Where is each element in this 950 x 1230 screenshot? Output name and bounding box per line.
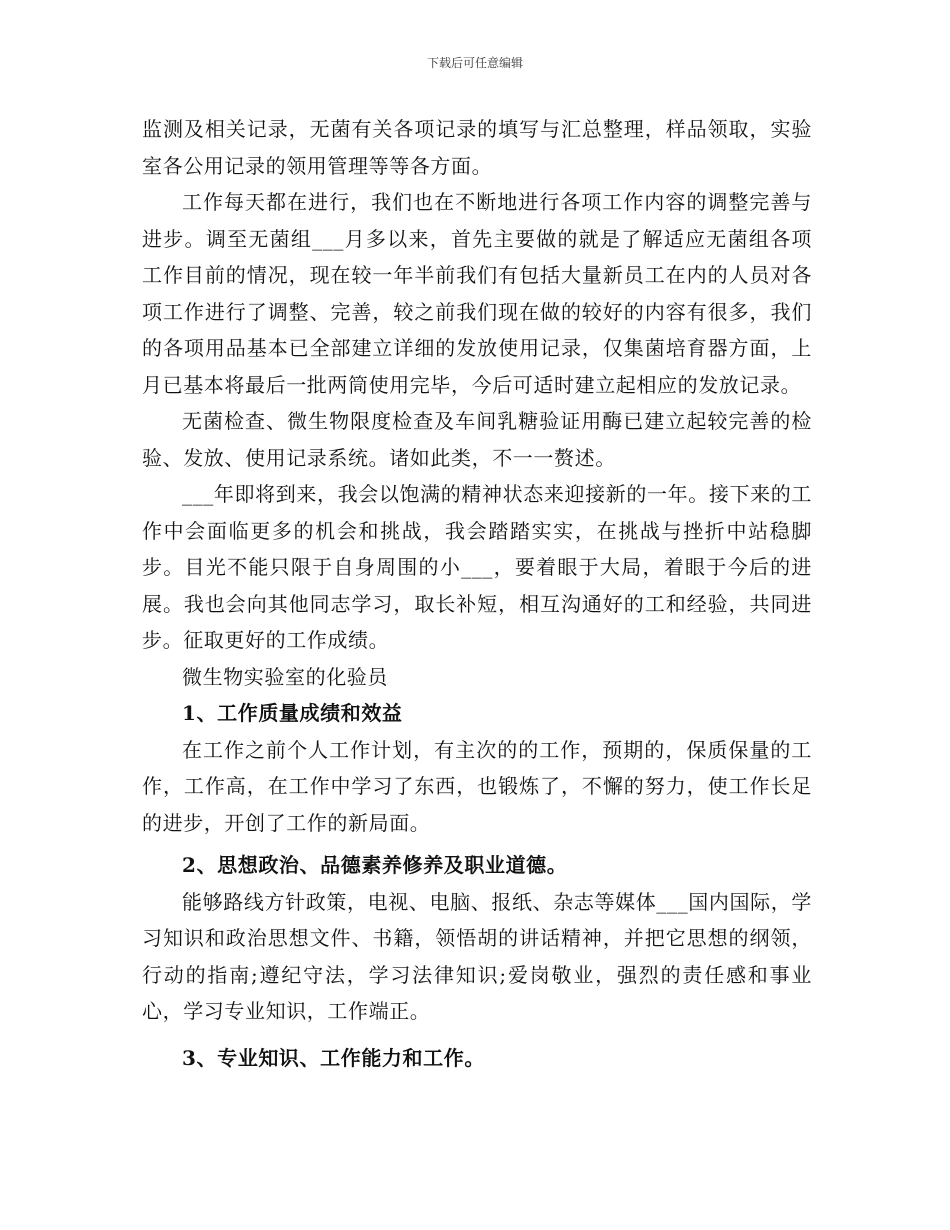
- paragraph-new-year: ___年即将到来，我会以饱满的精神状态来迎接新的一年。接下来的工作中会面临更多的机会和挑战，我会踏踏实实，在挑战与挫折中站稳脚步。目光不能只限于自身周围的小___，要着眼于大局，着眼于今后的进展。我也会向其他同志学习，取长补短，相互沟通好的工和经验，共同进步。征取更好的工作成绩。: [142, 482, 812, 652]
- section-title: 微生物实验室的化验员: [182, 664, 388, 689]
- paragraph-records-system: 无菌检查、微生物限度检查及车间乳糖验证用酶已建立起较完善的检验、发放、使用记录系统。诸如此类，不一一赘述。: [142, 409, 812, 470]
- paragraph-ideology-ethics: 能够路线方针政策，电视、电脑、报纸、杂志等媒体___国内国际，学习知识和政治思想文件、书籍，领悟胡的讲话精神，并把它思想的纲领，行动的指南;遵纪守法，学习法律知识;爱岗敬业，强烈的责任感和事业心，学习专业知识，工作端正。: [142, 889, 812, 1023]
- heading-work-quality: 1、工作质量成绩和效益: [182, 701, 403, 725]
- paragraph-continued: 监测及相关记录，无菌有关各项记录的填写与汇总整理，样品领取，实验室各公用记录的领用管理等等各方面。: [142, 117, 812, 178]
- page-header: 下载后可任意编辑: [426, 56, 523, 70]
- document-body: [142, 111, 812, 1076]
- paragraph-work-quality: 在工作之前个人工作计划，有主次的的工作，预期的，保质保量的工作，工作高，在工作中学习了东西，也锻炼了，不懈的努力，使工作长足的进步，开创了工作的新局面。: [142, 737, 812, 835]
- heading-ideology-ethics: 2、思想政治、品德素养修养及职业道德。: [182, 853, 568, 877]
- heading-professional-knowledge: 3、专业知识、工作能力和工作。: [182, 1045, 485, 1070]
- paragraph-work-progress: 工作每天都在进行，我们也在不断地进行各项工作内容的调整完善与进步。调至无菌组___月多以来，首先主要做的就是了解适应无菌组各项工作目前的情况，现在较一年半前我们有包括大量新员工在内的人员对各项工作进行了调整、完善，较之前我们现在做的较好的内容有很多，我们的各项用品基本已全部建立详细的发放使用记录，仅集菌培育器方面，上月已基本将最后一批两筒使用完毕，今后可适时建立起相应的发放记录。: [142, 190, 812, 397]
